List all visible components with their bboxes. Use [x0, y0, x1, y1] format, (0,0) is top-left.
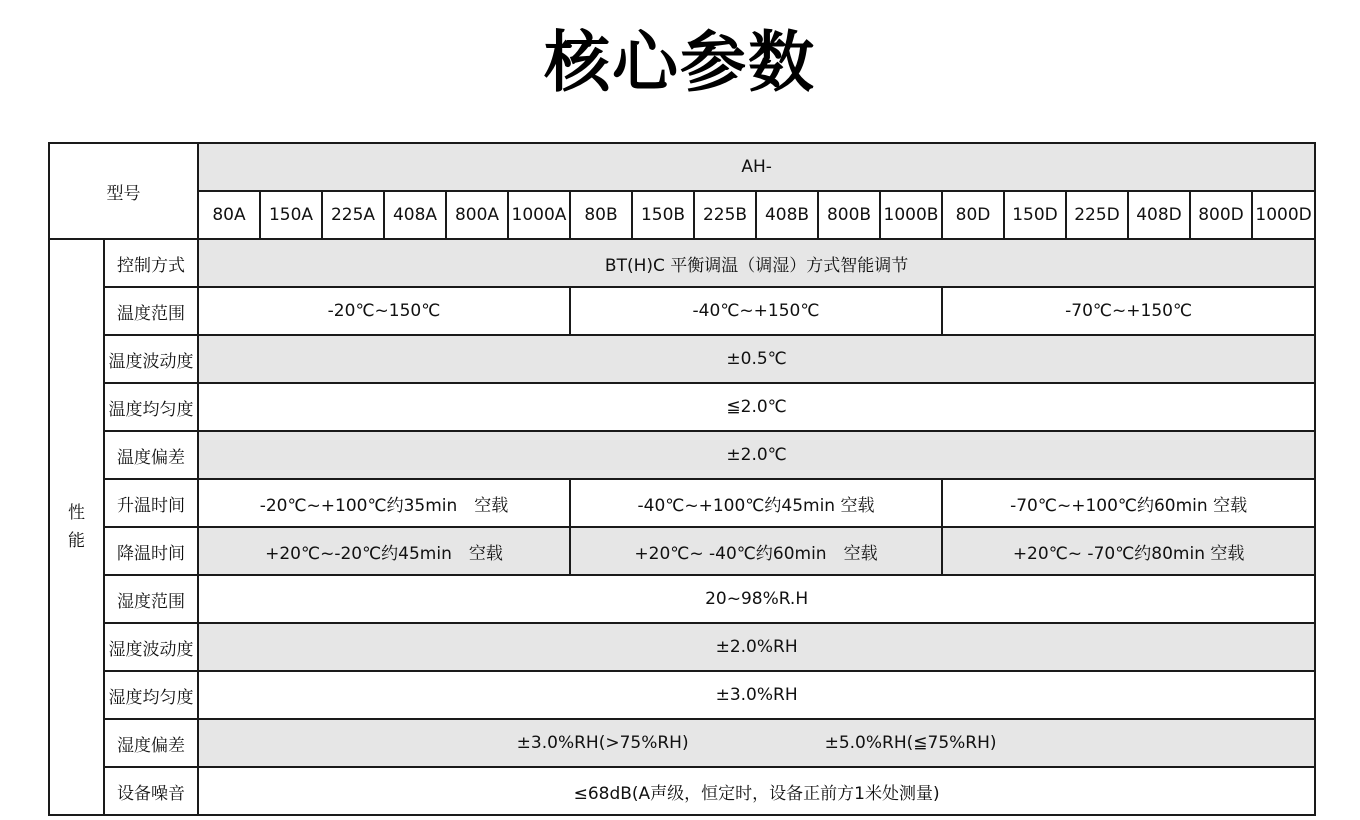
row-label: 温度范围: [104, 287, 198, 335]
header-row-models: [49, 191, 1315, 239]
model-cell: 80A: [198, 191, 260, 239]
row-hum-dev: [49, 719, 1315, 767]
row-noise: [49, 767, 1315, 815]
row-temp-fluct: [49, 335, 1315, 383]
row-value: [198, 719, 1315, 767]
model-cell: 800B: [818, 191, 880, 239]
row-hum-uniform: [49, 671, 1315, 719]
row-label: 控制方式: [104, 239, 198, 287]
row-temp-dev: [49, 431, 1315, 479]
row-cool-time: [49, 527, 1315, 575]
series-prefix: AH-: [198, 143, 1315, 191]
spec-table: [48, 142, 1316, 816]
hum-dev-high: ±3.0%RH(>75%RH): [516, 733, 689, 753]
model-cell: 408A: [384, 191, 446, 239]
row-label: 湿度均匀度: [104, 671, 198, 719]
model-cell: 225D: [1066, 191, 1128, 239]
model-cell: 150D: [1004, 191, 1066, 239]
row-label: 湿度范围: [104, 575, 198, 623]
row-value: ≤68dB(A声级，恒定时，设备正前方1米处测量): [198, 767, 1315, 815]
model-cell: 1000D: [1252, 191, 1315, 239]
row-value: -20℃~150℃: [198, 287, 570, 335]
row-label: 湿度偏差: [104, 719, 198, 767]
row-value: -20℃~+100℃约35min 空载: [198, 479, 570, 527]
row-value: 20~98%R.H: [198, 575, 1315, 623]
row-label: 降温时间: [104, 527, 198, 575]
row-label: 湿度波动度: [104, 623, 198, 671]
model-label: 型号: [49, 143, 198, 239]
model-cell: 1000B: [880, 191, 942, 239]
row-label: 设备噪音: [104, 767, 198, 815]
model-cell: 408D: [1128, 191, 1190, 239]
row-value: +20℃~ -40℃约60min 空载: [570, 527, 942, 575]
row-value: -40℃~+100℃约45min 空载: [570, 479, 942, 527]
model-cell: 150B: [632, 191, 694, 239]
row-hum-range: [49, 575, 1315, 623]
group-label-performance: 性 能: [49, 239, 104, 815]
page-title: 核心参数: [544, 24, 816, 101]
model-cell: 800A: [446, 191, 508, 239]
model-cell: 80D: [942, 191, 1004, 239]
row-label: 温度波动度: [104, 335, 198, 383]
model-cell: 80B: [570, 191, 632, 239]
row-value: +20℃~ -70℃约80min 空载: [942, 527, 1315, 575]
model-cell: 800D: [1190, 191, 1252, 239]
row-value: ≦2.0℃: [198, 383, 1315, 431]
model-cell: 408B: [756, 191, 818, 239]
row-heat-time: [49, 479, 1315, 527]
row-label: 温度均匀度: [104, 383, 198, 431]
row-value: ±2.0%RH: [198, 623, 1315, 671]
row-label: 升温时间: [104, 479, 198, 527]
row-value: ±2.0℃: [198, 431, 1315, 479]
row-temp-uniform: [49, 383, 1315, 431]
model-cell: 1000A: [508, 191, 570, 239]
hum-dev-low: ±5.0%RH(≦75%RH): [824, 733, 997, 753]
row-value: +20℃~-20℃约45min 空载: [198, 527, 570, 575]
model-cell: 150A: [260, 191, 322, 239]
row-value: BT(H)C 平衡调温（调湿）方式智能调节: [198, 239, 1315, 287]
model-cell: 225B: [694, 191, 756, 239]
row-value: ±0.5℃: [198, 335, 1315, 383]
row-label: 温度偏差: [104, 431, 198, 479]
row-value: -70℃~+100℃约60min 空载: [942, 479, 1315, 527]
row-control: [49, 239, 1315, 287]
row-temp-range: [49, 287, 1315, 335]
row-value: ±3.0%RH: [198, 671, 1315, 719]
model-cell: 225A: [322, 191, 384, 239]
row-value: -70℃~+150℃: [942, 287, 1315, 335]
header-row-series: [49, 143, 1315, 191]
row-hum-fluct: [49, 623, 1315, 671]
row-value: -40℃~+150℃: [570, 287, 942, 335]
